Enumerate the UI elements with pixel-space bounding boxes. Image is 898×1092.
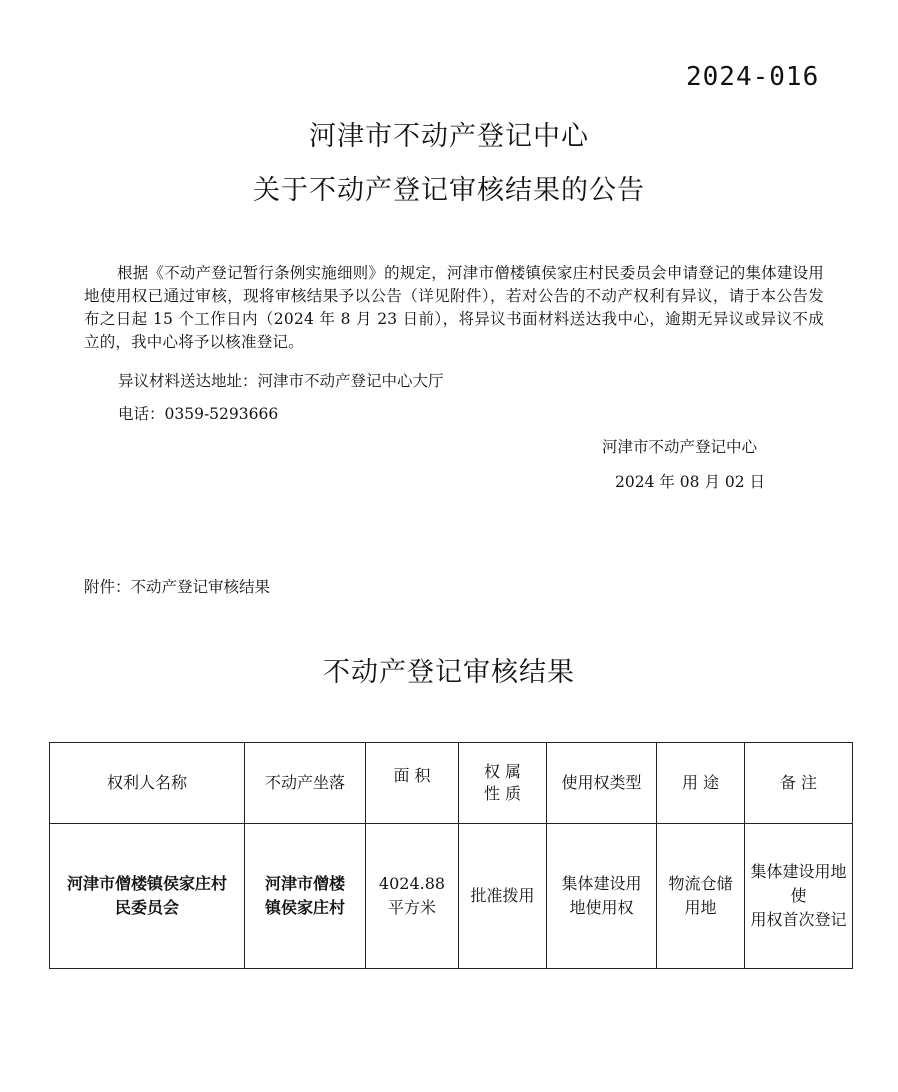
header-usage: 用 途 (657, 743, 745, 824)
cell-location: 河津市僧楼 镇侯家庄村 (245, 824, 366, 969)
cell-holder: 河津市僧楼镇侯家庄村 民委员会 (50, 824, 245, 969)
header-right-type: 使用权类型 (547, 743, 657, 824)
header-area: 面 积 (366, 743, 459, 824)
objection-address: 异议材料送达地址：河津市不动产登记中心大厅 (118, 372, 444, 390)
page-title-issuer: 河津市不动产登记中心 (309, 121, 589, 152)
table-title: 不动产登记审核结果 (323, 657, 575, 688)
contact-phone: 电话：0359-5293666 (118, 405, 279, 423)
header-nature (459, 743, 547, 824)
page-title-subject: 关于不动产登记审核结果的公告 (253, 175, 645, 206)
attachment-label: 附件：不动产登记审核结果 (84, 578, 271, 596)
cell-remarks: 集体建设用地使 用权首次登记 (745, 824, 853, 969)
signature-issuer: 河津市不动产登记中心 (602, 438, 758, 456)
header-remarks: 备 注 (745, 743, 853, 824)
cell-nature: 批准拨用 (459, 824, 547, 969)
document-number: 2024-016 (686, 62, 820, 92)
cell-usage: 物流仓储 用地 (657, 824, 745, 969)
result-table (49, 742, 853, 969)
cell-area: 4024.88 平方米 (366, 824, 459, 969)
table-row (50, 824, 853, 969)
header-location: 不动产坐落 (245, 743, 366, 824)
cell-right-type: 集体建设用 地使用权 (547, 824, 657, 969)
signature-date: 2024 年 08 月 02 日 (615, 473, 766, 491)
header-holder: 权利人名称 (50, 743, 245, 824)
table-header-row (50, 743, 853, 824)
announcement-paragraph: 根据《不动产登记暂行条例实施细则》的规定，河津市僧楼镇侯家庄村民委员会申请登记的集体建设用地使用权已通过审核，现将审核结果予以公告（详见附件），若对公告的不动产权利有异议，请于本公告发布之日起 15 个工作日内（2024 年 8 月 23 日前），将异议书面材料送达我中心，逾期无异议或异议不成立的，我中心将予以核准登记。 (84, 264, 824, 351)
header-nature-line1: 权 属 (483, 762, 522, 781)
header-nature-line2: 性 质 (483, 784, 522, 803)
